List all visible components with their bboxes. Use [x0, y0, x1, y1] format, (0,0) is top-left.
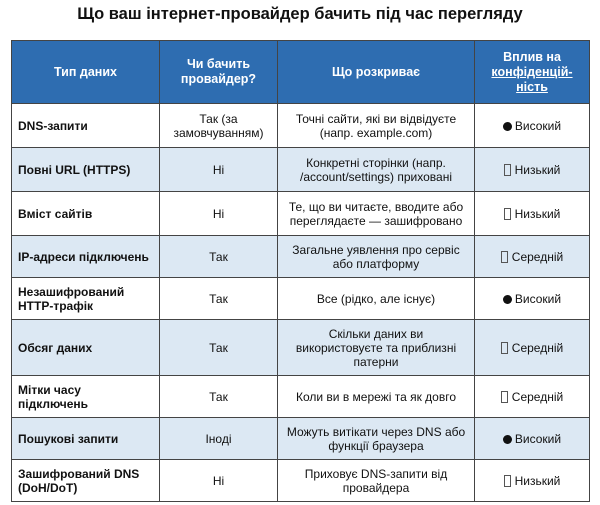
header-privacy-impact: [475, 41, 590, 104]
cell-privacy-impact: [475, 278, 590, 320]
impact-label: Низький: [514, 162, 561, 177]
cell-data-type: Мітки часу підключень: [12, 376, 160, 418]
impact-label: Низький: [514, 473, 561, 488]
cell-data-type: Пошукові запити: [12, 418, 160, 460]
cell-reveals: Приховує DNS-запити від провайдера: [278, 460, 475, 502]
cell-isp-sees: Так: [160, 278, 278, 320]
cell-reveals: Скільки даних ви використовуєте та приблизні патерни: [278, 320, 475, 376]
isp-visibility-table: [11, 40, 590, 502]
impact-label: Високий: [514, 118, 562, 133]
cell-isp-sees: Так: [160, 236, 278, 278]
cell-isp-sees: Так: [160, 376, 278, 418]
empty-box-icon: [501, 251, 508, 263]
cell-data-type: IP-адреси підключень: [12, 236, 160, 278]
header-isp-sees: Чи бачить провайдер?: [160, 41, 278, 104]
table-row: [12, 278, 590, 320]
cell-data-type: Зашифрований DNS (DoH/DoT): [12, 460, 160, 502]
filled-circle-icon: [503, 122, 512, 131]
table-row: [12, 192, 590, 236]
cell-privacy-impact: [475, 418, 590, 460]
impact-label: Середній: [511, 389, 564, 404]
table-row: [12, 460, 590, 502]
page-title: Що ваш інтернет-провайдер бачить під час перегляду: [77, 5, 523, 23]
cell-privacy-impact: [475, 320, 590, 376]
table-row: [12, 236, 590, 278]
impact-label: Низький: [514, 206, 561, 221]
impact-label: Високий: [514, 291, 562, 306]
cell-privacy-impact: [475, 148, 590, 192]
table-header-row: [12, 41, 590, 104]
cell-data-type: DNS-запити: [12, 104, 160, 148]
cell-privacy-impact: [475, 192, 590, 236]
cell-reveals: Загальне уявлення про сервіс або платформу: [278, 236, 475, 278]
cell-isp-sees: Ні: [160, 148, 278, 192]
cell-data-type: Обсяг даних: [12, 320, 160, 376]
impact-label: Середній: [511, 340, 564, 355]
header-reveals: Що розкриває: [278, 41, 475, 104]
cell-isp-sees: Ні: [160, 192, 278, 236]
cell-reveals: Все (рідко, але існує): [278, 278, 475, 320]
cell-data-type: Повні URL (HTTPS): [12, 148, 160, 192]
table-row: [12, 148, 590, 192]
cell-reveals: Коли ви в мережі та як довго: [278, 376, 475, 418]
empty-box-icon: [504, 164, 511, 176]
cell-privacy-impact: [475, 376, 590, 418]
header-impact-line1: Вплив на: [503, 49, 561, 64]
filled-circle-icon: [503, 295, 512, 304]
table-row: [12, 418, 590, 460]
header-data-type: Тип даних: [12, 41, 160, 104]
cell-reveals: Те, що ви читаєте, вводите або переглядаєте — зашифровано: [278, 192, 475, 236]
empty-box-icon: [501, 391, 508, 403]
filled-circle-icon: [503, 435, 512, 444]
cell-reveals: Можуть витікати через DNS або функції браузера: [278, 418, 475, 460]
cell-isp-sees: Так (за замовчуванням): [160, 104, 278, 148]
table-row: [12, 104, 590, 148]
cell-reveals: Точні сайти, які ви відвідуєте (напр. example.com): [278, 104, 475, 148]
cell-isp-sees: Іноді: [160, 418, 278, 460]
cell-data-type: Вміст сайтів: [12, 192, 160, 236]
cell-data-type: Незашифрований HTTP-трафік: [12, 278, 160, 320]
header-impact-line2: конфіденцій-: [491, 64, 573, 79]
table-row: [12, 376, 590, 418]
empty-box-icon: [504, 475, 511, 487]
impact-label: Середній: [511, 249, 564, 264]
cell-privacy-impact: [475, 460, 590, 502]
cell-privacy-impact: [475, 236, 590, 278]
cell-privacy-impact: [475, 104, 590, 148]
header-impact-line3: ність: [516, 79, 548, 94]
empty-box-icon: [501, 342, 508, 354]
table-row: [12, 320, 590, 376]
cell-isp-sees: Так: [160, 320, 278, 376]
cell-isp-sees: Ні: [160, 460, 278, 502]
empty-box-icon: [504, 208, 511, 220]
cell-reveals: Конкретні сторінки (напр. /account/settings) приховані: [278, 148, 475, 192]
impact-label: Високий: [514, 431, 562, 446]
